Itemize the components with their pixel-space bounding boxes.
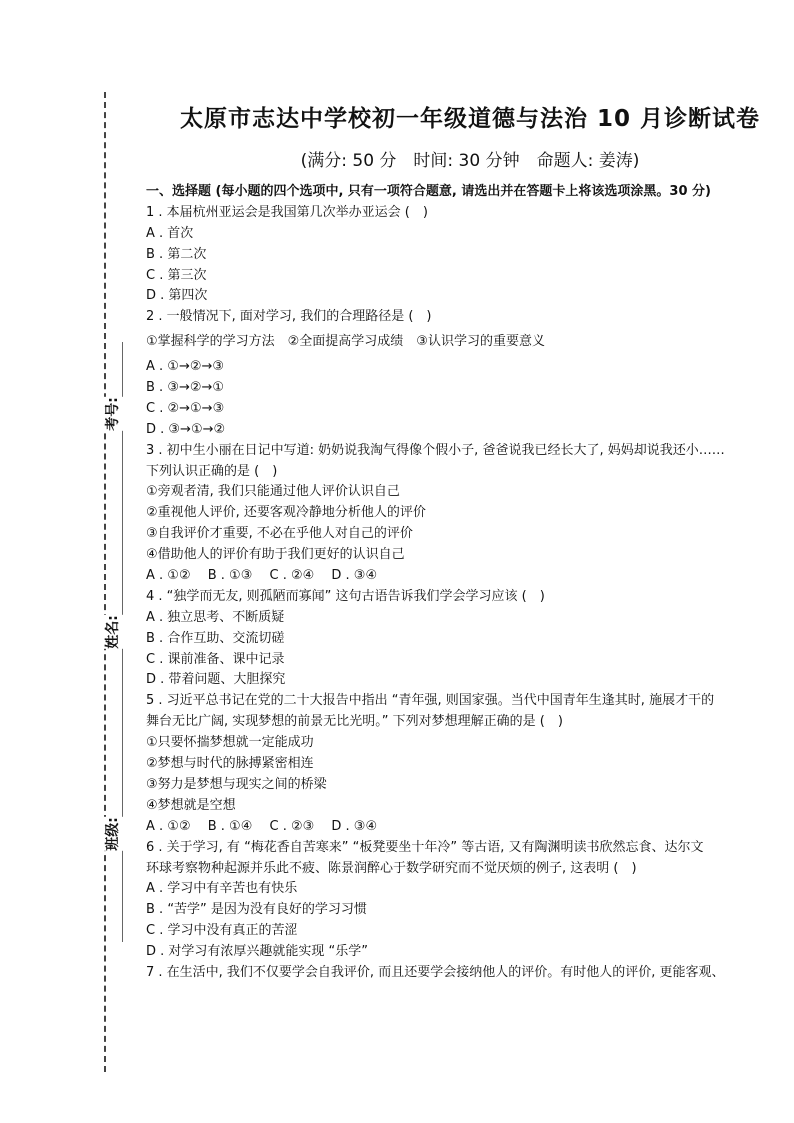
class-label: 班级: — [100, 817, 124, 851]
question-2-items: ①掌握科学的学习方法 ②全面提高学习成绩 ③认识学习的重要意义 — [146, 334, 545, 350]
question-5-options: A . ①② B . ①④ C . ②③ D . ③④ — [146, 818, 378, 834]
question-3-statement-4: ④借助他人的评价有助于我们更好的认识自己 — [146, 547, 405, 563]
question-3-stem-line-1: 3 . 初中生小丽在日记中写道: 奶奶说我淘气得像个假小子, 爸爸说我已经长大了, 妈妈却说我还小…… — [146, 442, 725, 458]
question-3-statement-2: ②重视他人评价, 还要客观冷静地分析他人的评价 — [146, 505, 426, 521]
question-6-stem-line-1: 6 . 关于学习, 有 “梅花香自苦寒来” “板凳要坐十年冷” 等古语, 又有陶渊明读书欣然忘食、达尔文 — [146, 839, 704, 855]
question-4-stem: 4 . “独学而无友, 则孤陋而寡闻” 这句古语告诉我们学会学习应该 ( ) — [146, 588, 545, 604]
exam-subtitle: (满分: 50 分 时间: 30 分钟 命题人: 姜涛) — [300, 151, 640, 171]
question-4-option-d: D . 带着问题、大胆探究 — [146, 672, 286, 688]
question-2-option-c: C . ②→①→③ — [146, 400, 225, 416]
question-5-statement-2: ②梦想与时代的脉搏紧密相连 — [146, 756, 314, 772]
binding-margin — [92, 92, 132, 1072]
question-1-stem: 1 . 本届杭州亚运会是我国第几次举办亚运会 ( ) — [146, 204, 428, 220]
question-5-statement-4: ④梦想就是空想 — [146, 797, 236, 813]
question-4-option-c: C . 课前准备、课中记录 — [146, 651, 285, 667]
question-2-stem: 2 . 一般情况下, 面对学习, 我们的合理路径是 ( ) — [146, 309, 432, 325]
question-1-option-a: A . 首次 — [146, 225, 194, 241]
question-1-option-b: B . 第二次 — [146, 246, 207, 262]
question-3-statement-3: ③自我评价才重要, 不必在乎他人对自己的评价 — [146, 526, 413, 542]
question-7-stem-line-1: 7 . 在生活中, 我们不仅要学会自我评价, 而且还要学会接纳他人的评价。有时他人的评价, 更能客观、 — [146, 964, 725, 980]
question-2-option-b: B . ③→②→① — [146, 380, 225, 396]
question-2-option-a: A . ①→②→③ — [146, 359, 225, 375]
question-1-option-d: D . 第四次 — [146, 288, 208, 304]
question-6-option-d: D . 对学习有浓厚兴趣就能实现 “乐学” — [146, 944, 369, 960]
question-5-statement-3: ③努力是梦想与现实之间的桥梁 — [146, 776, 327, 792]
question-5-stem-line-1: 5 . 习近平总书记在党的二十大报告中指出 “青年强, 则国家强。当代中国青年生逢其时, 施展才干的 — [146, 693, 715, 709]
question-3-options: A . ①② B . ①③ C . ②④ D . ③④ — [146, 568, 378, 584]
question-5-stem-line-2: 舞台无比广阔, 实现梦想的前景无比光明。” 下列对梦想理解正确的是 ( ) — [146, 714, 563, 730]
question-4-option-b: B . 合作互助、交流切磋 — [146, 630, 285, 646]
exam-title: 太原市志达中学校初一年级道德与法治 10 月诊断试卷 — [179, 106, 761, 132]
question-6-option-b: B . “苦学” 是因为没有良好的学习习惯 — [146, 902, 367, 918]
binding-dashed-line — [104, 92, 106, 1072]
question-4-option-a: A . 独立思考、不断质疑 — [146, 609, 285, 625]
exam-content — [146, 182, 736, 984]
exam-number-label: 考号: — [100, 397, 124, 431]
name-label: 姓名: — [100, 615, 124, 649]
question-3-statement-1: ①旁观者清, 我们只能通过他人评价认识自己 — [146, 484, 400, 500]
question-2-option-d: D . ③→①→② — [146, 421, 226, 437]
question-5-statement-1: ①只要怀揣梦想就一定能成功 — [146, 735, 314, 751]
question-6-option-c: C . 学习中没有真正的苦涩 — [146, 923, 298, 939]
question-1-option-c: C . 第三次 — [146, 267, 207, 283]
section-heading: 一、选择题 (每小题的四个选项中, 只有一项符合题意, 请选出并在答题卡上将该选项涂黑。30 分) — [146, 184, 711, 199]
question-6-option-a: A . 学习中有辛苦也有快乐 — [146, 881, 298, 897]
question-3-stem-line-2: 下列认识正确的是 ( ) — [146, 463, 278, 479]
question-6-stem-line-2: 环球考察物种起源并乐此不疲、陈景润醉心于数学研究而不觉厌烦的例子, 这表明 ( ) — [146, 860, 637, 876]
